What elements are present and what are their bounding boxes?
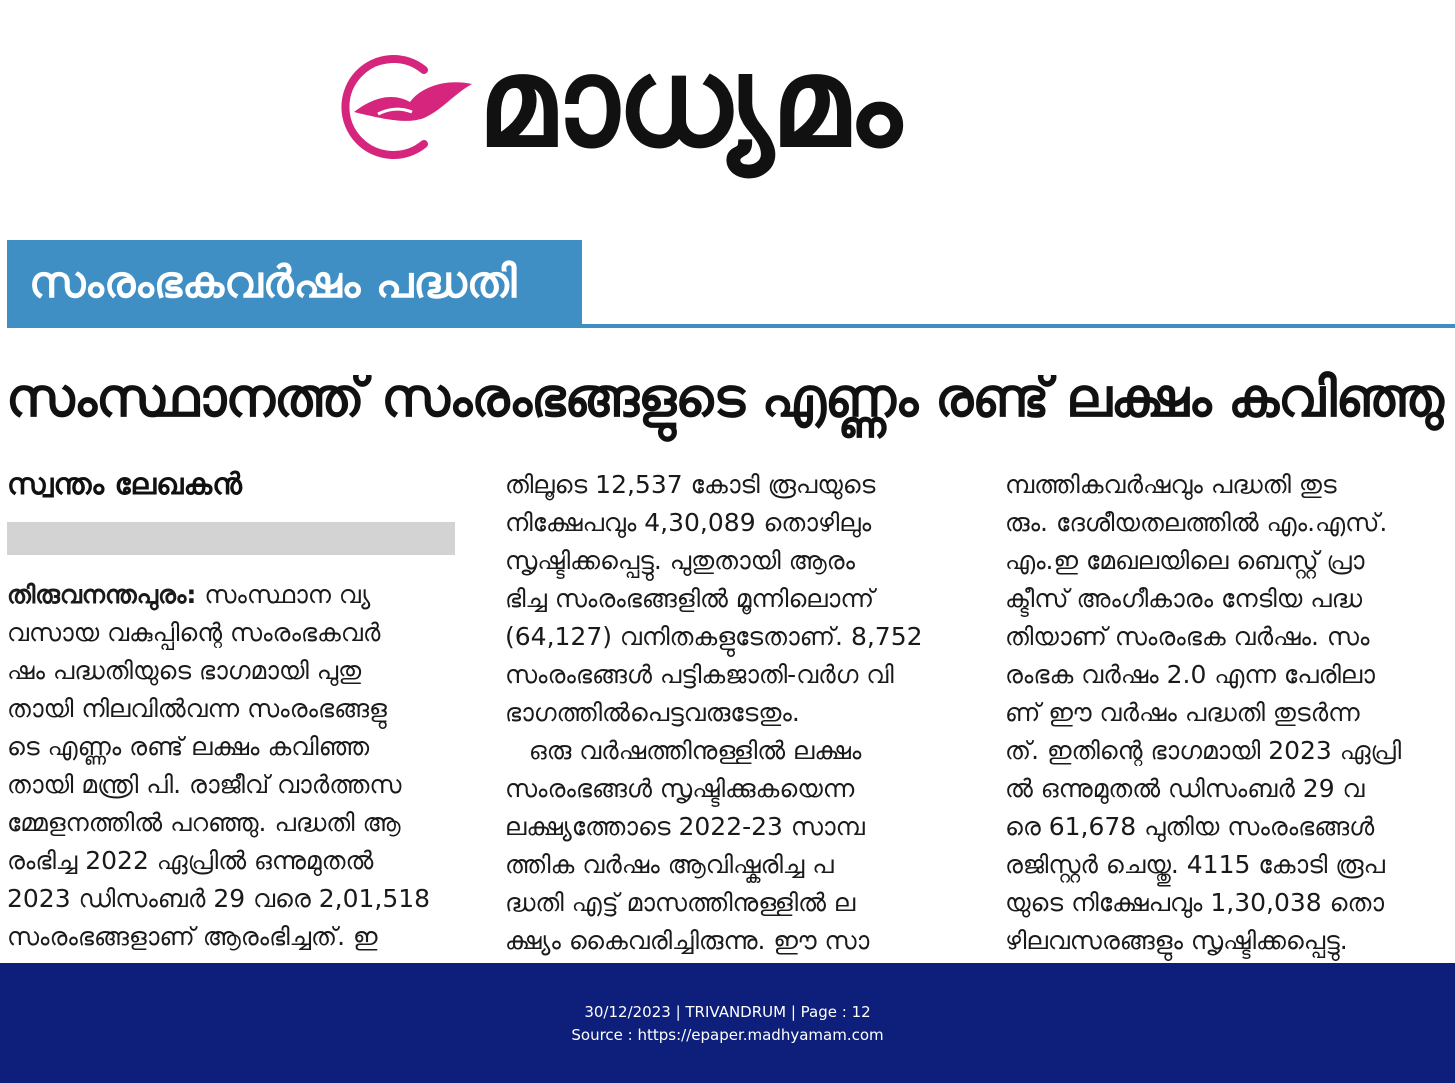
byline: സ്വന്തം ലേഖകൻ (7, 467, 242, 502)
article-line: രംഭക വർഷം 2.0 എന്ന പേരിലാ (1005, 660, 1375, 689)
article-line: ത്. ഇതിന്റെ ഭാഗമായി 2023 ഏപ്രി (1005, 736, 1402, 765)
article-line: മ്മേളനത്തിൽ പറഞ്ഞു. പദ്ധതി ആ (7, 808, 401, 837)
article-line: ക്ടീസ് അംഗീകാരം നേടിയ പദ്ധ (1005, 584, 1363, 613)
article-line: രെ 61,678 പുതിയ സംരംഭങ്ങൾ (1005, 812, 1375, 841)
article-line: ഒരു വർഷത്തിനുള്ളിൽ ലക്ഷം (505, 736, 862, 765)
masthead (0, 0, 1455, 230)
article-line: ൽ ഒന്നുമുതൽ ഡിസംബർ 29 വ (1005, 774, 1365, 803)
byline-divider-bar (7, 522, 455, 555)
article-line: മ്പത്തികവർഷവും പദ്ധതി തുട (1005, 470, 1337, 499)
article-line: രജിസ്റ്റർ ചെയ്തു. 4115 കോടി രൂപ (1005, 850, 1385, 879)
article-line: നിക്ഷേപവും 4,30,089 തൊഴിലും (505, 508, 872, 537)
article-line: സംരംഭങ്ങൾ പട്ടികജാതി-വർഗ വി (505, 660, 894, 689)
article-line: 2023 ഡിസംബർ 29 വരെ 2,01,518 (7, 884, 431, 913)
article-line: തായി മന്ത്രി പി. രാജീവ് വാർത്തസ (7, 770, 402, 799)
article-line: വസായ വകുപ്പിന്റെ സംരംഭകവർ (7, 618, 381, 647)
article-line: സംരംഭങ്ങൾ സൃഷ്ടിക്കുകയെന്ന (505, 774, 855, 803)
article-line: ലക്ഷ്യത്തോടെ 2022-23 സാമ്പ (505, 812, 865, 841)
article-line: യുടെ നിക്ഷേപവും 1,30,038 തൊ (1005, 888, 1384, 917)
article-line: തിരുവനന്തപുരം: സംസ്ഥാന വ്യ (7, 580, 371, 609)
article-line: ഴിലവസരങ്ങളും സൃഷ്ടിക്കപ്പെട്ടു. (1005, 926, 1348, 955)
article-line: തിലൂടെ 12,537 കോടി രൂപയുടെ (505, 470, 876, 499)
madhyamam-bird-logo-icon (332, 48, 480, 166)
footer-source-link[interactable]: Source : https://epaper.madhyamam.com (571, 1026, 884, 1044)
newspaper-title: മാധ്യമം (478, 31, 900, 175)
article-line: തിയാണ് സംരംഭക വർഷം. സം (1005, 622, 1370, 651)
article-line: ക്ഷ്യം കൈവരിച്ചിരുന്നു. ഈ സാ (505, 926, 870, 955)
article-line: ഭാഗത്തിൽപെട്ടവരുടേതും. (505, 698, 800, 727)
section-divider (7, 324, 1455, 328)
article-line: ടെ എണ്ണം രണ്ട് ലക്ഷം കവിഞ്ഞ (7, 732, 370, 761)
article-headline: സംസ്ഥാനത്ത് സംരംഭങ്ങളുടെ എണ്ണം രണ്ട് ലക്ഷം കവിഞ്ഞു (6, 366, 1443, 429)
footer-edition-info: 30/12/2023 | TRIVANDRUM | Page : 12 (584, 1003, 871, 1021)
article-line: ഭിച്ച സംരംഭങ്ങളിൽ മൂന്നിലൊന്ന് (505, 584, 875, 613)
section-tag: സംരംഭകവർഷം പദ്ധതി (7, 240, 582, 326)
epaper-footer (0, 963, 1455, 1083)
article-line: സംരംഭങ്ങളാണ് ആരംഭിച്ചത്. ഇ (7, 922, 378, 951)
article-line: എം.ഇ മേഖലയിലെ ബെസ്റ്റ് പ്രാ (1005, 546, 1365, 575)
article-line: ദ്ധതി എട്ട് മാസത്തിനുള്ളിൽ ല (505, 888, 856, 917)
article-line: സൃഷ്ടിക്കപ്പെട്ടു. പുതുതായി ആരം (505, 546, 856, 575)
dateline: തിരുവനന്തപുരം: (7, 580, 197, 609)
article-line: ണ് ഈ വർഷം പദ്ധതി തുടർന്ന (1005, 698, 1360, 727)
article-line: രും. ദേശീയതലത്തിൽ എം.എസ്. (1005, 508, 1388, 537)
article-line: രംഭിച്ച 2022 ഏപ്രിൽ ഒന്നുമുതൽ (7, 846, 374, 875)
article-line: ഷം പദ്ധതിയുടെ ഭാഗമായി പുതു (7, 656, 362, 685)
article-line: ത്തിക വർഷം ആവിഷ്കരിച്ച പ (505, 850, 834, 879)
article-line: (64,127) വനിതകളുടേതാണ്. 8,752 (505, 622, 923, 651)
article-line: തായി നിലവിൽവന്ന സംരംഭങ്ങളു (7, 694, 387, 723)
